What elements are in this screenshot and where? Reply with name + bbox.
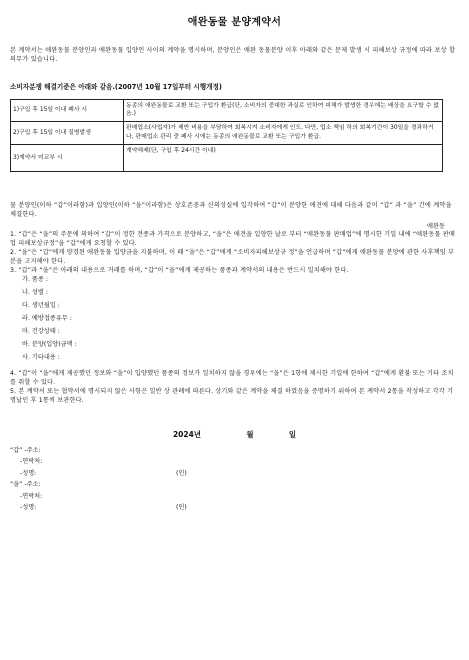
item-vaccination: 라. 예방접종유무 : [22, 314, 72, 322]
party-b-label: “을” -주소: [10, 481, 41, 489]
clauses-after-list [10, 370, 459, 406]
party-a-seal: (인) [176, 469, 187, 477]
clauses-list [10, 231, 459, 276]
dispute-standard-table [10, 99, 443, 172]
contract-date [10, 430, 459, 441]
party-b-seal: (인) [176, 504, 187, 512]
table-row [11, 144, 443, 171]
table-row [11, 99, 443, 122]
party-a-label: “갑” -주소: [10, 446, 41, 454]
intro-paragraph: 본 계약서는 애완동물 분양인과 애완동물 입양인 사이의 계약을 명시하며, 분양인은 애완 동물분양 이후 아래와 같은 문제 발생 시 피해보상 규정에 따라 보상 할 의무가 있습니다. [10, 47, 456, 63]
party-b-contact [10, 493, 459, 505]
clause-5: 5. 본 계약서 또는 협약서에 명시되지 않은 사항은 일반 상 관례에 따른다. 상기와 같은 계약을 체결 하였음을 증명하기 위하여 본 계약서 2통을 작성하고 각각 기명날인 후 1통씩 보관한다. [10, 387, 454, 404]
case-cell: 3)계약서 미교부 시 [11, 144, 124, 171]
item-health: 마. 건강상태 : [22, 327, 60, 335]
agreement-paragraph: 물 분양인(이하 “갑”이라함)과 입양인(이하 “을”이라함)은 상호존중과 신의성실에 입각하여 “갑”이 분양한 애견에 대해 다음과 같이 “갑” 과 “을” 간에 계약을 체결한다. [10, 201, 452, 218]
document-title: 애완동물 분양계약서 [187, 17, 282, 28]
parties-section [10, 447, 459, 516]
item-price: 바. 분양(입양)금액 : [22, 340, 77, 348]
clause-1: 1. “갑”은 “을”의 주문에 의하여 “갑”이 정한 견종과 가격으로 분양하고, “을”은 애견을 입양한 날로 부터 “애완동물 판매업”에 명시한 기일 내에 “애완동물 판매업 피해보상규정”을 “갑”에게 요청할 수 있다. [10, 230, 456, 247]
remedy-cell: 판매업소(사업자)가 제반 비용을 부담하여 회복시켜 소비자에게 인도. 다만, 업소 책임 하의 회복기간이 30일을 경과하거나, 판매업소 관리 중 폐사 시에는 동종의 애완동물로 교환 또는 구입가 환급. [124, 122, 443, 145]
case-cell: 1)구입 후 15일 이내 폐사 시 [11, 99, 124, 122]
party-a-name [10, 470, 459, 482]
party-b-contact-label: -연락처: [20, 492, 43, 500]
clause-3: 3. “갑”과 “을”은 아래의 내용으로 거래를 하며, “갑”이 “을”에게 제공하는 품종과 계약서의 내용은 반드시 일치해야 한다. [10, 266, 349, 274]
date-year: 2024년 [172, 429, 202, 439]
party-b-name-label: -성명: [20, 504, 37, 512]
party-b-address [10, 481, 459, 493]
date-month: 월 [246, 429, 254, 439]
item-breed: 가. 품종 : [22, 275, 48, 283]
case-cell: 2)구입 후 15일 이내 질병발생 [11, 122, 124, 145]
party-a-name-label: -성명: [20, 469, 37, 477]
contract-page [10, 0, 459, 516]
party-a-contact [10, 458, 459, 470]
date-day: 일 [288, 429, 297, 439]
remedy-cell: 계약해제(단, 구입 후 24시간 이내) [124, 144, 443, 171]
clause-4: 4. “갑”이 “을”에게 제공했던 정보와 “을”이 입양했던 품종의 정보가 일치하지 않을 경우에는 “을”은 1항에 제시한 기일에 한하여 “갑”에게 환불 또는 기타 조치를 취할 수 있다. [10, 369, 454, 386]
transaction-items [22, 276, 459, 367]
party-b-name [10, 504, 459, 516]
table-row [11, 122, 443, 145]
item-other: 사. 기타내용 : [22, 353, 60, 361]
party-a-address [10, 447, 459, 459]
item-birthdate: 다. 생년월일 : [22, 301, 60, 309]
dispute-standard-heading: 소비자분쟁 해결기준은 아래와 같음.(2007년 10월 17일부터 시행개정) [10, 82, 222, 91]
table-side-label: 애완동 [427, 222, 445, 230]
remedy-cell: 동종의 애완동물로 교환 또는 구입가 환급(단, 소비자의 중대한 과실로 인하여 피해가 발생한 경우에는 배상을 요구할 수 없음.) [124, 99, 443, 122]
party-a-contact-label: -연락처: [20, 458, 43, 466]
item-sex: 나. 성별 : [22, 288, 48, 296]
clause-2: 2. “을”은 “갑”에게 양경된 애완동물 입양금을 지불하며, 이 때 “을”은 “갑”에게 “소비자피해보상규 정”을 언급하며 “갑”에게 애완동물 분양에 관한 사후책임 부분을 고지해야 한다. [10, 248, 455, 265]
